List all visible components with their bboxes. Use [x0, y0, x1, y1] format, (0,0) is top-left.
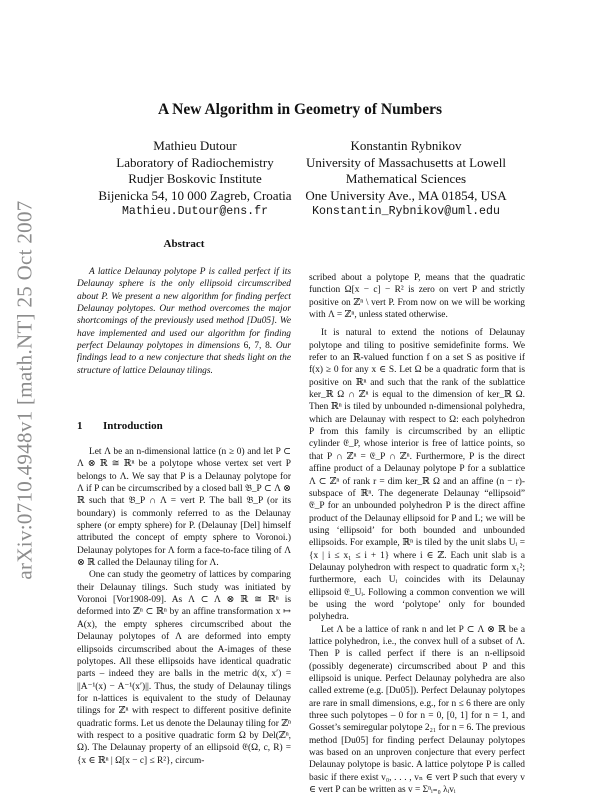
author-address: Bijenicka 54, 10 000 Zagreb, Croatia [98, 187, 292, 203]
author-name: Mathieu Dutour [153, 138, 237, 153]
body-paragraph: Let Λ be an n-dimensional lattice (n ≥ 0) and let P ⊂ Λ ⊗ ℝ ≅ ℝⁿ be a polytope whose vertex set vert P belongs to Λ. We say that P is a Delaunay polytope for Λ if P can be circumscribed by a closed ball 𝔅_P ⊂ Λ ⊗ ℝ such that 𝔅_P ∩ Λ = vert P. The ball 𝔅_P (or its boundary) is commonly referred to as the Delaunay sphere (or empty sphere) for P. (Delaunay [Del] himself attributed the concept of empty sphere to Voronoi.) Delaunay polytopes for Λ form a face-to-face tiling of Λ ⊗ ℝ called the Delaunay tiling for Λ. [77, 447, 291, 569]
body-paragraph: Let Λ be a lattice of rank n and let P ⊂ Λ ⊗ ℝ be a lattice polyhedron, i.e., the convex hull of a subset of Λ. Then P is called perfect if there is an n-ellipsoid (possibly degenerate) circumscribed about P and this ellipsoid is unique. Perfect Delaunay polyhedra are also called extreme (e.g. [Du05]). Perfect Delaunay polytopes are rare in small dimensions, e.g., for n ≤ 6 there are only three such polytopes – 0 for n = 0, [0, 1] for n = 1, and Gosset’s semiregular polytope 2₂₁ for n = 6. The previous method [Du05] for finding perfect Delaunay polytopes was based on an unproven conjecture that every perfect Delaunay polytope is basic. A lattice polytope P is called basic if there exist v₀, . . . , vₙ ∈ vert P such that every v ∈ vert P can be written as v = Σⁿᵢ₌₀ λᵢvᵢ [309, 624, 525, 796]
body-paragraph: It is natural to extend the notions of Delaunay polytope and tiling to positive semidefinite forms. We refer to an ℝ-valued function f on a set S as positive if f(x) ≥ 0 for any x ∈ S. Let Ω be a quadratic form that is positive on ℝⁿ and such that the rank of the sublattice ker_ℝ Ω ∩ ℤⁿ is equal to the dimension of ker_ℝ Ω. Then ℝⁿ is tiled by unbounded n-dimensional polyhedra, which are Delaunay with respect to Ω: each polyhedron P from this family is circumscribed by an elliptic cylinder 𝔈_P, whose interior is free of lattice points, so that P ∩ ℤⁿ = 𝔈_P ∩ ℤⁿ. Furthermore, P is the direct affine product of a Delaunay polytope P for a sublattice Λ ⊂ ℤⁿ of rank r = dim ker_ℝ Ω and an affine (n − r)-subspace of ℝⁿ. The degenerate Delaunay “ellipsoid” 𝔈_P for an unbounded polyhedron P is the direct affine product of the Delaunay ellipsoid for P and L; we will be using ‘ellipsoid’ for both bounded and unbounded ellipsoids. For example, ℝⁿ is tiled by the unit slabs Uᵢ = {x | i ≤ x₁ ≤ i + 1} where i ∈ ℤ. Each unit slab is a Delaunay polyhedron with respect to quadratic form x₁²; furthermore, each Uᵢ coincides with its Delaunay ellipsoid 𝔈_Uᵢ. Following a common convention we will be using the word ‘polytope’ only for bounded polyhedra. [309, 328, 525, 623]
section-title: Introduction [103, 420, 163, 432]
abstract-paragraph [77, 266, 291, 377]
author-affiliation: University of Massachusetts at Lowell [305, 154, 506, 170]
author-affiliation: Mathematical Sciences [345, 171, 467, 187]
abstract-dimensions: 6, 7, 8 [243, 341, 270, 352]
author-name: Konstantin Rybnikov [350, 138, 462, 153]
abstract-text: . Our findings lead to a new conjecture that sheds light on the structure of lattice Delaunay tilings. [77, 341, 292, 376]
paper-title: A New Algorithm in Geometry of Numbers [157, 101, 443, 118]
author-block-1 [84, 138, 306, 221]
abstract-text: A lattice Delaunay polytope P is called perfect if its Delaunay sphere is the only ellipsoid circumscribed about P. We present a new algorithm for finding perfect Delaunay polytopes. Our method overcomes the major shortcomings of the previously used method [Du05]. We have implemented and used our algorithm for finding perfect Delaunay polytopes in dimensions [77, 267, 291, 352]
section-heading [77, 420, 163, 432]
author-address: One University Ave., MA 01854, USA [305, 187, 507, 203]
section-number: 1 [77, 420, 83, 432]
abstract-body [77, 266, 291, 377]
intro-left-column [77, 446, 291, 767]
body-paragraph: One can study the geometry of lattices by comparing their Delaunay tilings. Such study was initiated by Voronoi [Vor1908-09]. As Λ ⊂ Λ ⊗ ℝ ≅ ℝⁿ is deformed into ℤⁿ ⊂ ℝⁿ by an affine transformation x ↦ A(x), the empty spheres circumscribed about the Delaunay polytopes of Λ are deformed into empty ellipsoids circumscribed about the A-images of these polytopes. All these ellipsoids have identical quadratic parts – indeed they are balls in the metric d(x, x′) = ||A⁻¹(x) − A⁻¹(x′)||. Thus, the study of Delaunay tilings for n-lattices is equivalent to the study of Delaunay tilings for ℤⁿ with respect to different positive definite quadratic forms. Let us denote the Delaunay tiling for ℤⁿ with respect to a positive quadratic form Ω by Del(ℤⁿ, Ω). The Delaunay property of an ellipsoid 𝔈(Ω, c, R) = {x ∈ ℝⁿ | Ω[x − c] ≤ R²}, circum- [77, 570, 291, 766]
arxiv-stamp [10, 200, 40, 580]
author-block-2 [290, 138, 522, 221]
arxiv-stamp-text: arXiv:0710.4948v1 [math.NT] 25 Oct 2007 [12, 200, 37, 580]
author-email: Mathieu.Dutour@ens.fr [121, 205, 269, 219]
body-paragraph: scribed about a polytope P, means that the quadratic function Ω[x − c] − R² is zero on vert P and strictly positive on ℤⁿ \ vert P. From now on we will be working with Λ = ℤⁿ, unless stated otherwise. [309, 273, 525, 321]
author-email: Konstantin_Rybnikov@uml.edu [312, 205, 500, 219]
author-affiliation: Rudjer Boskovic Institute [128, 171, 262, 187]
abstract-heading: Abstract [163, 238, 205, 250]
right-column [309, 272, 525, 796]
author-affiliation: Laboratory of Radiochemistry [116, 154, 274, 170]
